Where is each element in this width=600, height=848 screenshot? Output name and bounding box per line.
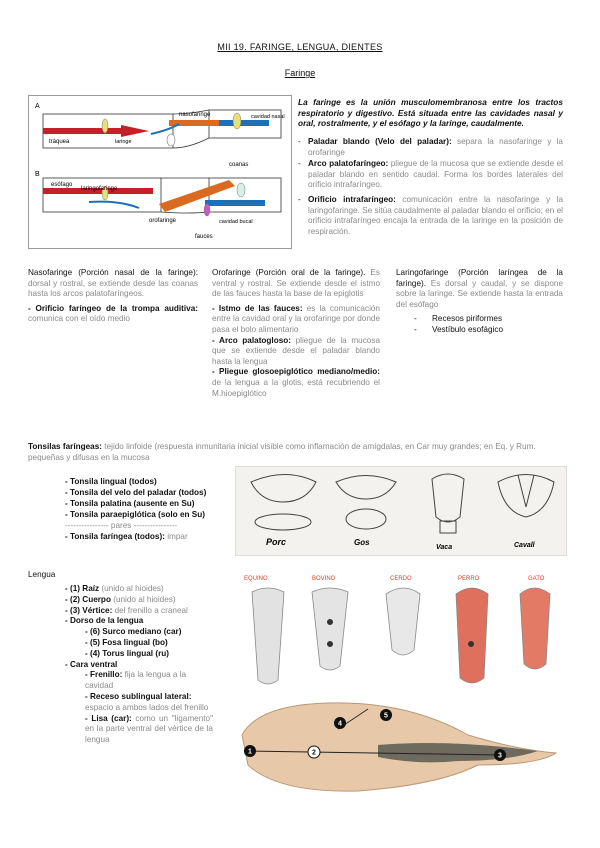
- trachea-bar-a: [43, 128, 121, 134]
- tonsila-item: - Tonsila palatina (ausente en Su): [65, 499, 195, 508]
- lengua-dorso: - Dorso de la lengua: [65, 616, 144, 626]
- tongue-lateral-svg: [238, 695, 563, 800]
- diagram-cavidad-bucal: cavidad bucal: [219, 219, 253, 225]
- laringo-head: Laringofaringe (Porción laríngea de la faringe).: [396, 268, 563, 288]
- lengua-list: [65, 584, 235, 746]
- lengua-dorso-list: [65, 627, 235, 659]
- bullet-term: Paladar blando (Velo del paladar):: [308, 137, 452, 146]
- bullet-desc: separa la nasofaringe y la orofaringe: [308, 137, 563, 157]
- laringo-item: - Vestíbulo esofágico: [414, 324, 504, 334]
- oro-item-desc: pliegue de la mucosa que se extiende desde el paladar blando hasta la lengua: [212, 335, 381, 366]
- bullet-dash: -: [298, 159, 301, 168]
- fig-label-porc: Porc: [266, 537, 287, 547]
- lengua-heading: Lengua: [28, 570, 56, 579]
- diagram-orofaringe: orofaringe: [149, 218, 177, 224]
- number-4: 4: [338, 720, 342, 728]
- naso-desc: dorsal y rostral, se extiende desde las coanas hasta los arcos palatofaríngeos.: [28, 278, 198, 299]
- fig-label-gos: Gos: [354, 538, 370, 547]
- tonsilas-list: [65, 476, 235, 542]
- species-cerdo: CERDO: [390, 576, 412, 582]
- tongues-species-figure: [238, 570, 563, 690]
- tonsila-item: - Tonsila lingual (todos): [65, 477, 157, 486]
- tonsila-faringea-desc: impar: [164, 532, 188, 541]
- tonsila-item: - Tonsila paraepiglótica (solo en Su): [65, 510, 205, 519]
- tongue-marker: [327, 619, 333, 625]
- dorso-item: - (6) Surco mediano (car): [85, 627, 182, 637]
- lisa-term: - Lisa (car):: [85, 713, 132, 723]
- lengua-item-term: - (3) Vértice:: [65, 605, 113, 615]
- diagram-label-a: A: [35, 103, 40, 110]
- oro-item-term: - Istmo de las fauces:: [212, 303, 303, 313]
- fig-label-cavall: Cavall: [514, 542, 535, 549]
- bullet-desc: pliegue de la mucosa que se extiende desde el paladar blando en sentido caudal. Forma los bordes laterales del orificio intrafaríngeo.: [308, 159, 563, 190]
- laringo-list: [396, 314, 563, 335]
- pharynx-diagram-svg: [29, 96, 291, 248]
- tongues-species-svg: [238, 570, 563, 690]
- bullet-orificio-intrafaringeo: [298, 195, 564, 237]
- number-3: 3: [498, 752, 502, 760]
- diagram-fauces: fauces: [195, 234, 213, 240]
- dorso-item: - (4) Torus lingual (ru): [85, 648, 169, 658]
- species-gato: GATO: [528, 576, 545, 582]
- tongue-lateral-figure: [238, 695, 563, 800]
- lengua-item-desc: (unido al hioides): [110, 594, 176, 604]
- lengua-ventral: - Cara ventral: [65, 659, 118, 669]
- receso-desc: espacio a ambos lados del frenillo: [85, 702, 209, 712]
- tonsils-figure-svg: [236, 467, 566, 555]
- naso-head: Nasofaringe (Porción nasal de la faringe):: [28, 268, 198, 277]
- lengua-item-term: - (1) Raíz: [65, 584, 100, 593]
- tongue-marker: [327, 641, 333, 647]
- species-bovino: BOVINO: [312, 576, 336, 582]
- lisa-desc: como un "ligamento" en la parte ventral del vértice de la lengua: [85, 713, 214, 745]
- receso-term: - Receso sublingual lateral:: [85, 691, 192, 701]
- lengua-ventral-list: [65, 670, 213, 746]
- species-equino: EQUINO: [244, 576, 268, 582]
- column-orofaringe: [212, 268, 380, 399]
- diagram-laringe: laringe: [115, 139, 132, 145]
- naso-item-desc: comunica con el oído medio: [28, 314, 130, 324]
- laringo-desc: Es dorsal y caudal, y se dispone sobre la laringe. Se extiende hasta la entrada del esófago: [396, 278, 563, 309]
- section-title-faringe: Faringe: [284, 68, 316, 78]
- species-perro: PERRO: [458, 576, 480, 582]
- oro-item-term: - Arco palatogloso:: [212, 335, 291, 345]
- oro-item-desc: es la comunicación entre la cavidad oral y la orofaringe por donde pasa el bolo alimentario: [212, 303, 380, 334]
- frenillo-desc: fija la lengua a la cavidad: [85, 670, 187, 691]
- tonsila-item: - Tonsila del velo del paladar (todos): [65, 488, 207, 497]
- naso-item-term: - Orificio faríngeo de la trompa auditiva:: [28, 303, 198, 313]
- bullet-term: Arco palatofaríngeo:: [308, 159, 389, 168]
- bullet-paladar: [298, 137, 563, 158]
- diagram-cavidad-nasal: cavidad nasal: [251, 114, 285, 120]
- document-title: MII 19. FARINGE, LENGUA, DIENTES: [217, 42, 383, 52]
- tonsils-figure: [235, 466, 567, 556]
- oro-head: Orofaringe (Porción oral de la faringe).: [212, 268, 366, 277]
- diagram-traquea: tráquea: [49, 139, 70, 145]
- diagram-nasofaringe: nasofaringe: [179, 112, 211, 118]
- laringo-item-text: Vestíbulo esofágico: [432, 324, 504, 334]
- bullet-dash: -: [298, 137, 301, 146]
- column-laringofaringe: [396, 268, 563, 336]
- oro-item-term: - Pliegue glosoepiglótico mediano/medio:: [212, 367, 380, 377]
- tonsila-faringea-term: - Tonsila faríngea (todos):: [65, 532, 165, 541]
- tonsilas-desc: tejido linfoide (respuesta inmunitaria inicial visible como inflamación de amígdalas, en Car muy grandes; en Eq. y Rum. pequeñas y difusas en la mucosa: [28, 442, 536, 462]
- bullet-desc: comunicación entre la nasofaringe y la laringofaringe. Se sitúa caudalmente al paladar blando el orificio; en el orificio intrafaríngeo encaja la entrada de la laringe en la posición de respiración.: [308, 195, 564, 236]
- lengua-item-term: - (2) Cuerpo: [65, 594, 111, 604]
- diagram-label-b: B: [35, 171, 40, 178]
- diagram-esofago: esófago: [51, 182, 73, 188]
- number-1: 1: [248, 748, 252, 756]
- tonsilas-paragraph: [28, 442, 563, 463]
- laringo-item-text: Recesos piriformes: [432, 314, 503, 324]
- laringo-item: - Recesos piriformes: [414, 314, 503, 324]
- diagram-laringofaringe: laringofaringe: [81, 186, 118, 192]
- tonsilas-pares: ---------------- pares ----------------: [65, 521, 178, 530]
- bullet-dash: -: [298, 195, 301, 204]
- diagram-coanas: coanas: [229, 162, 249, 168]
- bullet-term: Orificio intrafaríngeo:: [308, 195, 396, 204]
- oro-item-desc: de la lengua a la glotis, está recubriendo el M.hioepiglótico: [212, 377, 380, 398]
- number-5: 5: [384, 712, 388, 720]
- dorso-item: - (5) Fosa lingual (bo): [85, 637, 168, 647]
- fig-label-vaca: Vaca: [436, 544, 453, 551]
- lengua-item-desc: (unido al hioides): [99, 584, 164, 593]
- lengua-item-desc: del frenillo a craneal: [112, 605, 188, 615]
- faringe-intro: La faringe es la unión musculomembranosa entre los tractos respiratorio y digestivo. Está situada entre las cavidades nasal y oral, rostralmente, y el esófago y la laringe, caudalmente.: [298, 97, 563, 129]
- tongue-marker: [468, 641, 474, 647]
- oro-desc: Es ventral y rostral. Se extiende desde el istmo de las fauces hasta la base de la epiglotis: [212, 268, 380, 299]
- pharynx-diagram: [28, 95, 292, 249]
- number-2: 2: [312, 749, 316, 757]
- bullet-arco-palatofaringeo: [298, 159, 563, 191]
- frenillo-term: - Frenillo:: [85, 670, 123, 680]
- column-nasofaringe: [28, 268, 198, 329]
- tonsilas-head: Tonsilas faríngeas:: [28, 442, 103, 451]
